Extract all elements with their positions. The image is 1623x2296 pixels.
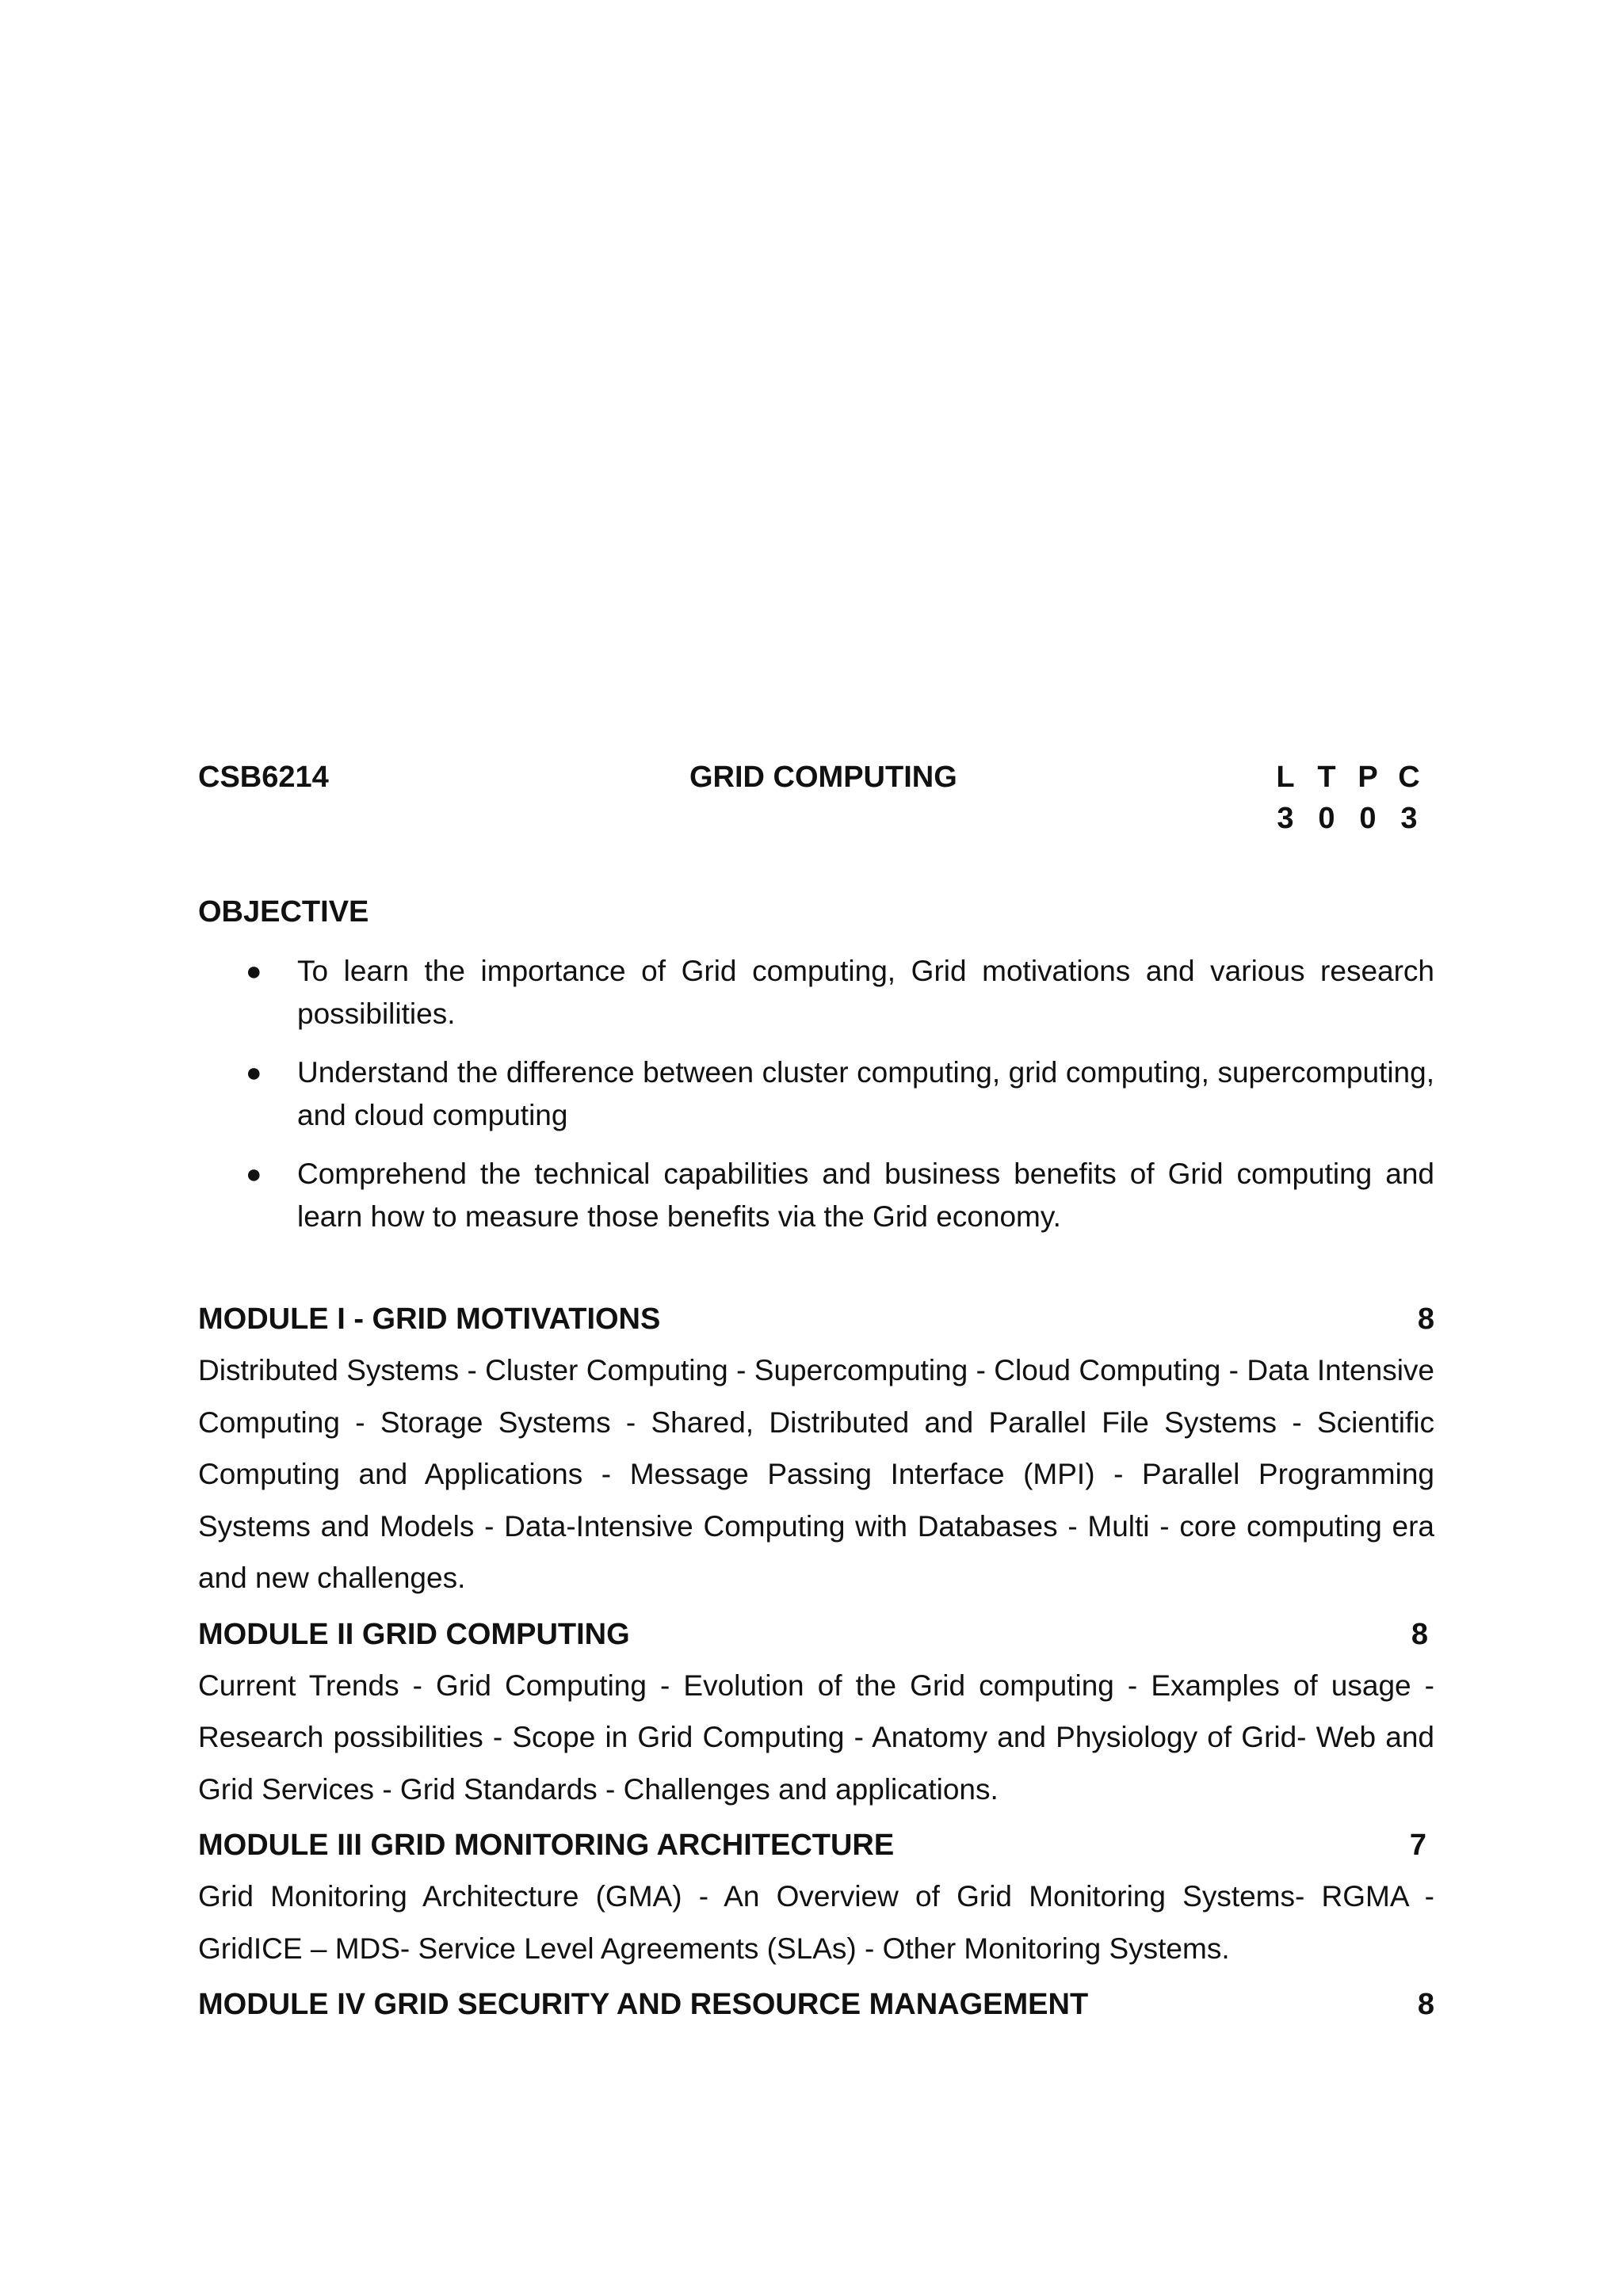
course-code: CSB6214 <box>198 761 329 794</box>
module-3-content: Grid Monitoring Architecture (GMA) - An Overview of Grid Monitoring Systems- RGMA -GridICE – MDS- Service Level Agreements (SLAs) - Other Monitoring Systems. <box>198 1880 1434 1965</box>
module-list <box>198 1294 1434 2030</box>
module-title: MODULE I - GRID MOTIVATIONS <box>198 1302 661 1336</box>
module-title: MODULE III GRID MONITORING ARCHITECTURE <box>198 1829 895 1862</box>
objective-list <box>198 950 1434 1238</box>
objective-text: Understand the difference between cluster computing, grid computing, supercomputing, and cloud computing <box>297 1056 1434 1131</box>
module-hours: 7 <box>1409 1829 1426 1862</box>
module-hours: 8 <box>1417 1302 1434 1336</box>
ltpc-value-l: 3 <box>1277 802 1294 835</box>
module-hours: 8 <box>1417 1988 1434 2021</box>
module-title: MODULE II GRID COMPUTING <box>198 1617 630 1651</box>
ltpc-value-t: 0 <box>1318 802 1335 835</box>
module-1-heading <box>198 1294 1434 1344</box>
bullet-icon: ● <box>246 956 262 986</box>
syllabus-page <box>198 745 1434 2030</box>
objective-heading: OBJECTIVE <box>198 895 369 929</box>
course-title: GRID COMPUTING <box>689 761 957 794</box>
objective-text: Comprehend the technical capabilities and business benefits of Grid computing and learn how to measure those benefits via the Grid economy. <box>297 1158 1434 1233</box>
module-2-heading <box>198 1609 1434 1660</box>
module-3-heading <box>198 1820 1434 1871</box>
objective-item <box>198 1051 1434 1137</box>
ltpc-label-p: P <box>1358 761 1378 794</box>
objective-item <box>198 1153 1434 1238</box>
module-hours: 8 <box>1411 1617 1428 1651</box>
module-2-content: Current Trends - Grid Computing - Evolution of the Grid computing - Examples of usage - Research possibilities - Scope in Grid Computing - Anatomy and Physiology of Grid- Web and Grid Services - Grid Standards - Challenges and applications. <box>198 1669 1434 1806</box>
bullet-icon: ● <box>246 1159 262 1189</box>
ltpc-label-t: T <box>1317 761 1336 794</box>
module-1-content: Distributed Systems - Cluster Computing - Supercomputing - Cloud Computing - Data Intensive Computing - Storage Systems - Shared, Distributed and Parallel File Systems - Scientific Computing and Applications - Message Passing Interface (MPI) - Parallel Programming Systems and Models - Data-Intensive Computing with Databases - Multi - core computing era and new challenges. <box>198 1354 1434 1594</box>
ltpc-label-c: C <box>1398 761 1420 794</box>
module-4-heading <box>198 1979 1434 2030</box>
objective-item <box>198 950 1434 1035</box>
ltpc-table <box>1265 761 1430 843</box>
objective-text: To learn the importance of Grid computing, Grid motivations and various research possibilities. <box>297 955 1434 1030</box>
ltpc-value-c: 3 <box>1400 802 1418 835</box>
ltpc-label-l: L <box>1276 761 1295 794</box>
module-title: MODULE IV GRID SECURITY AND RESOURCE MANAGEMENT <box>198 1988 1089 2021</box>
ltpc-value-p: 0 <box>1359 802 1377 835</box>
course-header <box>198 745 1434 835</box>
bullet-icon: ● <box>246 1058 262 1088</box>
